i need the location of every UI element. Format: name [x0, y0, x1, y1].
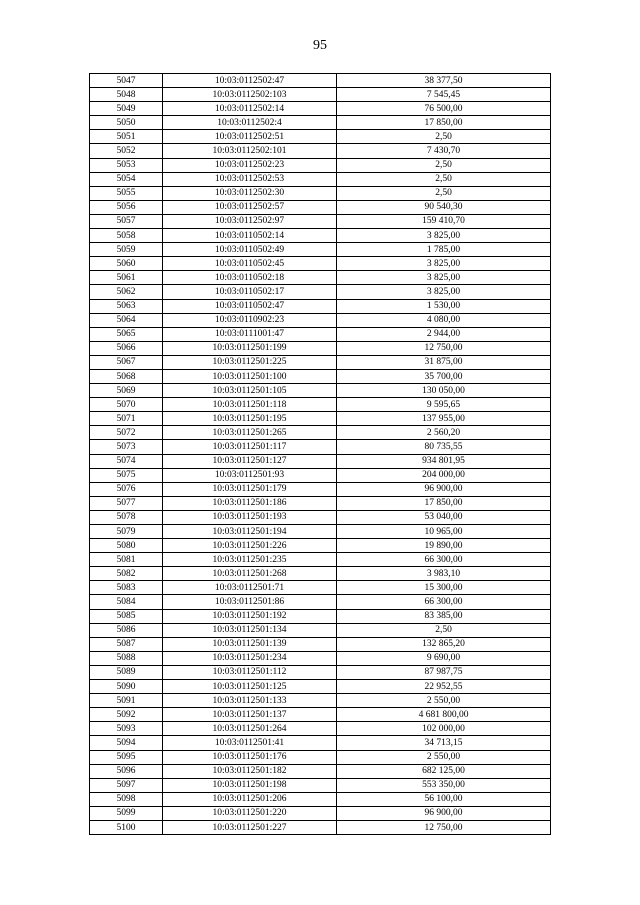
amount-cell: 159 410,70: [337, 214, 551, 228]
amount-cell: 10 965,00: [337, 525, 551, 539]
row-number-cell: 5085: [90, 609, 163, 623]
cadastral-number-cell: 10:03:0112502:47: [163, 74, 337, 88]
table-row: [90, 440, 551, 454]
row-number-cell: 5077: [90, 496, 163, 510]
row-number-cell: 5054: [90, 172, 163, 186]
amount-cell: 3 825,00: [337, 271, 551, 285]
row-number-cell: 5053: [90, 158, 163, 172]
amount-cell: 19 890,00: [337, 539, 551, 553]
amount-cell: 553 350,00: [337, 778, 551, 792]
amount-cell: 2 560,20: [337, 426, 551, 440]
table-row: [90, 750, 551, 764]
table-row: [90, 214, 551, 228]
row-number-cell: 5058: [90, 229, 163, 243]
row-number-cell: 5084: [90, 595, 163, 609]
table-row: [90, 186, 551, 200]
cadastral-number-cell: 10:03:0112501:227: [163, 820, 337, 834]
table-row: [90, 468, 551, 482]
table-row: [90, 510, 551, 524]
amount-cell: 34 713,15: [337, 736, 551, 750]
cadastral-number-cell: 10:03:0110502:17: [163, 285, 337, 299]
amount-cell: 96 900,00: [337, 482, 551, 496]
table-row: [90, 384, 551, 398]
cadastral-number-cell: 10:03:0112501:71: [163, 581, 337, 595]
amount-cell: 38 377,50: [337, 74, 551, 88]
table-row: [90, 694, 551, 708]
table-row: [90, 525, 551, 539]
table-row: [90, 229, 551, 243]
row-number-cell: 5093: [90, 722, 163, 736]
row-number-cell: 5082: [90, 567, 163, 581]
row-number-cell: 5052: [90, 144, 163, 158]
cadastral-number-cell: 10:03:0112502:23: [163, 158, 337, 172]
row-number-cell: 5050: [90, 116, 163, 130]
cadastral-number-cell: 10:03:0112501:133: [163, 694, 337, 708]
data-table: [89, 73, 551, 835]
row-number-cell: 5080: [90, 539, 163, 553]
amount-cell: 1 785,00: [337, 243, 551, 257]
amount-cell: 3 825,00: [337, 229, 551, 243]
table-row: [90, 426, 551, 440]
amount-cell: 31 875,00: [337, 355, 551, 369]
row-number-cell: 5049: [90, 102, 163, 116]
amount-cell: 15 300,00: [337, 581, 551, 595]
row-number-cell: 5072: [90, 426, 163, 440]
cadastral-number-cell: 10:03:0112501:226: [163, 539, 337, 553]
amount-cell: 90 540,30: [337, 200, 551, 214]
cadastral-number-cell: 10:03:0110502:47: [163, 299, 337, 313]
amount-cell: 17 850,00: [337, 496, 551, 510]
row-number-cell: 5076: [90, 482, 163, 496]
cadastral-number-cell: 10:03:0112501:176: [163, 750, 337, 764]
amount-cell: 137 955,00: [337, 412, 551, 426]
amount-cell: 132 865,20: [337, 637, 551, 651]
row-number-cell: 5078: [90, 510, 163, 524]
cadastral-number-cell: 10:03:0112502:30: [163, 186, 337, 200]
cadastral-number-cell: 10:03:0110502:49: [163, 243, 337, 257]
table-row: [90, 398, 551, 412]
table-row: [90, 116, 551, 130]
row-number-cell: 5086: [90, 623, 163, 637]
table-row: [90, 200, 551, 214]
amount-cell: 102 000,00: [337, 722, 551, 736]
table-row: [90, 299, 551, 313]
row-number-cell: 5079: [90, 525, 163, 539]
cadastral-number-cell: 10:03:0112501:137: [163, 708, 337, 722]
cadastral-number-cell: 10:03:0112501:134: [163, 623, 337, 637]
cadastral-number-cell: 10:03:0112501:199: [163, 341, 337, 355]
cadastral-number-cell: 10:03:0112501:139: [163, 637, 337, 651]
row-number-cell: 5071: [90, 412, 163, 426]
cadastral-number-cell: 10:03:0110502:45: [163, 257, 337, 271]
amount-cell: 7 545,45: [337, 88, 551, 102]
amount-cell: 56 100,00: [337, 792, 551, 806]
amount-cell: 2 550,00: [337, 750, 551, 764]
amount-cell: 87 987,75: [337, 665, 551, 679]
cadastral-number-cell: 10:03:0112501:93: [163, 468, 337, 482]
row-number-cell: 5062: [90, 285, 163, 299]
cadastral-number-cell: 10:03:0112501:182: [163, 764, 337, 778]
cadastral-number-cell: 10:03:0112502:51: [163, 130, 337, 144]
cadastral-number-cell: 10:03:0111001:47: [163, 327, 337, 341]
cadastral-number-cell: 10:03:0112501:264: [163, 722, 337, 736]
cadastral-number-cell: 10:03:0112501:268: [163, 567, 337, 581]
amount-cell: 3 825,00: [337, 257, 551, 271]
cadastral-number-cell: 10:03:0112501:117: [163, 440, 337, 454]
table-row: [90, 158, 551, 172]
row-number-cell: 5051: [90, 130, 163, 144]
cadastral-number-cell: 10:03:0112501:105: [163, 384, 337, 398]
cadastral-number-cell: 10:03:0112502:14: [163, 102, 337, 116]
table-row: [90, 412, 551, 426]
cadastral-number-cell: 10:03:0112502:97: [163, 214, 337, 228]
table-row: [90, 369, 551, 383]
table-row: [90, 553, 551, 567]
table-row: [90, 327, 551, 341]
cadastral-number-cell: 10:03:0112501:265: [163, 426, 337, 440]
cadastral-number-cell: 10:03:0112501:127: [163, 454, 337, 468]
amount-cell: 3 983,10: [337, 567, 551, 581]
amount-cell: 934 801,95: [337, 454, 551, 468]
amount-cell: 7 430,70: [337, 144, 551, 158]
amount-cell: 53 040,00: [337, 510, 551, 524]
amount-cell: 2,50: [337, 623, 551, 637]
row-number-cell: 5057: [90, 214, 163, 228]
table-row: [90, 609, 551, 623]
table-row: [90, 778, 551, 792]
table-row: [90, 665, 551, 679]
row-number-cell: 5088: [90, 651, 163, 665]
table-row: [90, 792, 551, 806]
row-number-cell: 5091: [90, 694, 163, 708]
table-row: [90, 257, 551, 271]
cadastral-number-cell: 10:03:0110502:14: [163, 229, 337, 243]
cadastral-number-cell: 10:03:0112501:125: [163, 680, 337, 694]
row-number-cell: 5095: [90, 750, 163, 764]
table-row: [90, 623, 551, 637]
cadastral-number-cell: 10:03:0112501:118: [163, 398, 337, 412]
row-number-cell: 5087: [90, 637, 163, 651]
row-number-cell: 5081: [90, 553, 163, 567]
row-number-cell: 5063: [90, 299, 163, 313]
amount-cell: 9 690,00: [337, 651, 551, 665]
row-number-cell: 5060: [90, 257, 163, 271]
row-number-cell: 5090: [90, 680, 163, 694]
amount-cell: 682 125,00: [337, 764, 551, 778]
row-number-cell: 5065: [90, 327, 163, 341]
amount-cell: 17 850,00: [337, 116, 551, 130]
amount-cell: 4 080,00: [337, 313, 551, 327]
cadastral-number-cell: 10:03:0110902:23: [163, 313, 337, 327]
row-number-cell: 5069: [90, 384, 163, 398]
row-number-cell: 5061: [90, 271, 163, 285]
cadastral-number-cell: 10:03:0112501:206: [163, 792, 337, 806]
cadastral-number-cell: 10:03:0112501:235: [163, 553, 337, 567]
row-number-cell: 5048: [90, 88, 163, 102]
table-body: [90, 74, 551, 835]
table-row: [90, 341, 551, 355]
cadastral-number-cell: 10:03:0112502:57: [163, 200, 337, 214]
amount-cell: 2,50: [337, 158, 551, 172]
cadastral-number-cell: 10:03:0112501:186: [163, 496, 337, 510]
amount-cell: 76 500,00: [337, 102, 551, 116]
amount-cell: 12 750,00: [337, 820, 551, 834]
row-number-cell: 5099: [90, 806, 163, 820]
row-number-cell: 5094: [90, 736, 163, 750]
cadastral-number-cell: 10:03:0112502:4: [163, 116, 337, 130]
table-row: [90, 581, 551, 595]
cadastral-number-cell: 10:03:0112501:195: [163, 412, 337, 426]
table-row: [90, 355, 551, 369]
cadastral-number-cell: 10:03:0112501:100: [163, 369, 337, 383]
row-number-cell: 5056: [90, 200, 163, 214]
cadastral-number-cell: 10:03:0112501:179: [163, 482, 337, 496]
amount-cell: 66 300,00: [337, 595, 551, 609]
table-row: [90, 651, 551, 665]
cadastral-number-cell: 10:03:0112502:53: [163, 172, 337, 186]
table-row: [90, 144, 551, 158]
amount-cell: 80 735,55: [337, 440, 551, 454]
row-number-cell: 5075: [90, 468, 163, 482]
row-number-cell: 5047: [90, 74, 163, 88]
row-number-cell: 5059: [90, 243, 163, 257]
table-row: [90, 637, 551, 651]
table-row: [90, 102, 551, 116]
cadastral-number-cell: 10:03:0112501:234: [163, 651, 337, 665]
table-row: [90, 820, 551, 834]
cadastral-number-cell: 10:03:0112501:192: [163, 609, 337, 623]
table-row: [90, 680, 551, 694]
row-number-cell: 5066: [90, 341, 163, 355]
table-row: [90, 271, 551, 285]
cadastral-number-cell: 10:03:0112501:193: [163, 510, 337, 524]
row-number-cell: 5089: [90, 665, 163, 679]
amount-cell: 2,50: [337, 130, 551, 144]
table-row: [90, 454, 551, 468]
cadastral-number-cell: 10:03:0112501:41: [163, 736, 337, 750]
row-number-cell: 5070: [90, 398, 163, 412]
amount-cell: 2 944,00: [337, 327, 551, 341]
amount-cell: 12 750,00: [337, 341, 551, 355]
amount-cell: 83 385,00: [337, 609, 551, 623]
row-number-cell: 5064: [90, 313, 163, 327]
amount-cell: 130 050,00: [337, 384, 551, 398]
table-row: [90, 736, 551, 750]
cadastral-number-cell: 10:03:0112501:112: [163, 665, 337, 679]
table-row: [90, 496, 551, 510]
table-row: [90, 722, 551, 736]
table-row: [90, 539, 551, 553]
amount-cell: 204 000,00: [337, 468, 551, 482]
row-number-cell: 5055: [90, 186, 163, 200]
cadastral-number-cell: 10:03:0112501:225: [163, 355, 337, 369]
table-row: [90, 482, 551, 496]
amount-cell: 35 700,00: [337, 369, 551, 383]
table-row: [90, 806, 551, 820]
row-number-cell: 5068: [90, 369, 163, 383]
amount-cell: 66 300,00: [337, 553, 551, 567]
table-row: [90, 172, 551, 186]
table-row: [90, 567, 551, 581]
row-number-cell: 5100: [90, 820, 163, 834]
row-number-cell: 5067: [90, 355, 163, 369]
table-row: [90, 74, 551, 88]
amount-cell: 4 681 800,00: [337, 708, 551, 722]
amount-cell: 22 952,55: [337, 680, 551, 694]
page-number: 95: [313, 38, 327, 53]
table-row: [90, 708, 551, 722]
cadastral-number-cell: 10:03:0112502:103: [163, 88, 337, 102]
cadastral-number-cell: 10:03:0112501:86: [163, 595, 337, 609]
row-number-cell: 5096: [90, 764, 163, 778]
row-number-cell: 5098: [90, 792, 163, 806]
table-row: [90, 243, 551, 257]
table-row: [90, 764, 551, 778]
amount-cell: 2 550,00: [337, 694, 551, 708]
cadastral-number-cell: 10:03:0112501:194: [163, 525, 337, 539]
table-row: [90, 285, 551, 299]
table-row: [90, 88, 551, 102]
cadastral-number-cell: 10:03:0110502:18: [163, 271, 337, 285]
cadastral-number-cell: 10:03:0112501:198: [163, 778, 337, 792]
cadastral-number-cell: 10:03:0112501:220: [163, 806, 337, 820]
amount-cell: 1 530,00: [337, 299, 551, 313]
amount-cell: 2,50: [337, 186, 551, 200]
amount-cell: 3 825,00: [337, 285, 551, 299]
table-row: [90, 313, 551, 327]
row-number-cell: 5073: [90, 440, 163, 454]
table-row: [90, 130, 551, 144]
amount-cell: 2,50: [337, 172, 551, 186]
row-number-cell: 5083: [90, 581, 163, 595]
row-number-cell: 5092: [90, 708, 163, 722]
table-row: [90, 595, 551, 609]
cadastral-number-cell: 10:03:0112502:101: [163, 144, 337, 158]
row-number-cell: 5097: [90, 778, 163, 792]
amount-cell: 96 900,00: [337, 806, 551, 820]
row-number-cell: 5074: [90, 454, 163, 468]
amount-cell: 9 595,65: [337, 398, 551, 412]
